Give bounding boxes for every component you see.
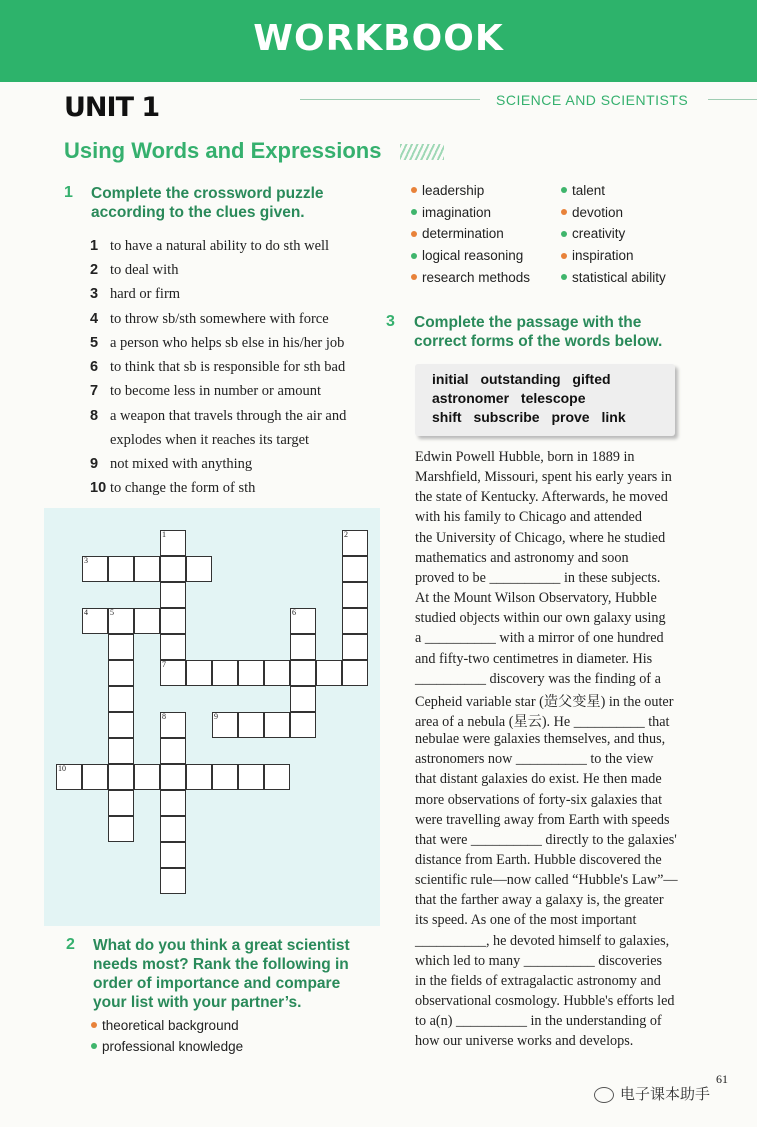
passage-line: and fifty-two centimetres in diameter. His xyxy=(415,650,653,667)
bullet-dot-icon xyxy=(411,209,417,215)
passage-line: proved to be __________ in these subjects. xyxy=(415,569,661,586)
q2-instruction-line: What do you think a great scientist xyxy=(93,937,350,954)
crossword-cell[interactable] xyxy=(108,660,134,686)
crossword-cell[interactable] xyxy=(342,660,368,686)
ranking-item xyxy=(411,226,504,241)
passage-line: the state of Kentucky. Afterwards, he moved xyxy=(415,489,668,506)
ranking-item-label: logical reasoning xyxy=(422,248,524,264)
q3-instruction-line: Complete the passage with the xyxy=(414,314,642,331)
bullet-dot-icon xyxy=(561,209,567,215)
clue-text: to become less in number or amount xyxy=(110,383,322,399)
crossword-cell[interactable] xyxy=(108,634,134,660)
passage-line: distance from Earth. Hubble discovered the xyxy=(415,852,662,868)
ranking-item xyxy=(411,270,530,285)
q2-instruction-line: order of importance and compare xyxy=(93,975,341,992)
crossword-cell[interactable] xyxy=(160,530,186,556)
crossword-cell-number: 8 xyxy=(162,712,166,721)
clue-number: 1 xyxy=(90,238,99,254)
unit-title: UNIT 1 xyxy=(64,92,160,123)
crossword-cell-number: 2 xyxy=(344,530,348,539)
clue-number: 4 xyxy=(90,311,99,327)
crossword-cell[interactable] xyxy=(134,556,160,582)
passage-line: Edwin Powell Hubble, born in 1889 in xyxy=(415,449,635,465)
crossword-cell[interactable] xyxy=(160,790,186,816)
crossword-cell[interactable] xyxy=(290,634,316,660)
q2-instruction-line: your list with your partner’s. xyxy=(93,994,302,1011)
bullet-dot-icon xyxy=(91,1043,97,1049)
section-hatch-decoration xyxy=(400,144,444,160)
q1-instruction xyxy=(91,184,324,222)
passage-line: that the farther away a galaxy is, the greater xyxy=(415,892,664,909)
crossword-cell[interactable] xyxy=(160,868,186,894)
clue-text: a weapon that travels through the air and xyxy=(110,408,347,424)
crossword-cell-number: 3 xyxy=(84,556,88,565)
ranking-item xyxy=(561,270,666,285)
crossword-cell[interactable] xyxy=(342,556,368,582)
ranking-item xyxy=(411,248,523,263)
clue-text: a person who helps sb else in his/her job xyxy=(110,335,345,351)
clue-number: 9 xyxy=(90,456,99,472)
ranking-item-label: imagination xyxy=(422,204,492,220)
crossword-cell-number: 7 xyxy=(162,660,166,669)
ranking-item xyxy=(91,1018,239,1033)
bullet-dot-icon xyxy=(411,274,417,280)
ranking-item xyxy=(411,183,484,198)
workbook-banner xyxy=(0,0,757,82)
clue-number: 3 xyxy=(90,286,99,302)
passage-line: to a(n) __________ in the understanding of xyxy=(415,1013,662,1030)
crossword-cell[interactable] xyxy=(108,712,134,738)
crossword-cell[interactable] xyxy=(238,712,264,738)
bullet-dot-icon xyxy=(561,187,567,193)
bullet-dot-icon xyxy=(411,187,417,193)
q2-instruction-line: needs most? Rank the following in xyxy=(93,956,349,973)
passage-line: __________, he devoted himself to galaxies, xyxy=(415,932,670,949)
clue-item xyxy=(90,383,321,400)
word-box-line: initial outstanding gifted xyxy=(432,371,611,387)
watermark xyxy=(594,1083,710,1104)
crossword-cell[interactable] xyxy=(186,764,212,790)
ranking-item-label: statistical ability xyxy=(572,269,666,285)
banner-title: WORKBOOK xyxy=(253,18,504,59)
bullet-dot-icon xyxy=(411,231,417,237)
crossword-cell[interactable] xyxy=(160,842,186,868)
ranking-item-label: theoretical background xyxy=(102,1018,239,1033)
clue-text: to have a natural ability to do sth well xyxy=(110,238,330,254)
crossword-cell[interactable] xyxy=(160,764,186,790)
crossword-cell[interactable] xyxy=(134,608,160,634)
crossword-cell[interactable] xyxy=(238,660,264,686)
passage-line: more observations of forty-six galaxies that xyxy=(415,791,663,808)
crossword-cell[interactable] xyxy=(160,608,186,634)
crossword-cell[interactable] xyxy=(108,816,134,842)
word-box-line: astronomer telescope xyxy=(432,390,586,406)
clue-item xyxy=(90,286,180,303)
crossword-cell[interactable] xyxy=(108,738,134,764)
crossword-cell[interactable] xyxy=(264,712,290,738)
crossword-cell[interactable] xyxy=(134,764,160,790)
crossword-cell[interactable] xyxy=(238,764,264,790)
passage-line: At the Mount Wilson Observatory, Hubble xyxy=(415,590,657,607)
clue-item xyxy=(90,359,345,376)
clue-number: 5 xyxy=(90,335,99,351)
crossword-cell[interactable] xyxy=(82,556,108,582)
ranking-item-label: devotion xyxy=(572,204,624,220)
ranking-item-label: professional knowledge xyxy=(102,1039,244,1054)
clue-number: 10 xyxy=(90,480,107,496)
q3-instruction-line: correct forms of the words below. xyxy=(414,333,663,350)
ranking-item xyxy=(561,183,605,198)
ranking-item xyxy=(411,205,491,220)
clue-item xyxy=(90,335,344,352)
passage-line: nebulae were galaxies themselves, and thus, xyxy=(415,731,666,748)
crossword-cell[interactable] xyxy=(108,556,134,582)
ranking-item-label: inspiration xyxy=(572,248,634,264)
ranking-item-label: research methods xyxy=(422,269,531,285)
crossword-cell[interactable] xyxy=(342,634,368,660)
passage-line: which led to many __________ discoveries xyxy=(415,952,663,969)
clue-text: to think that sb is responsible for sth bad xyxy=(110,359,346,375)
passage-line: astronomers now __________ to the view xyxy=(415,751,654,768)
clue-item xyxy=(90,480,255,497)
page-number: 61 xyxy=(716,1072,728,1086)
ranking-item xyxy=(91,1039,243,1054)
q2-instruction xyxy=(93,936,350,1012)
q1-instruction-line: Complete the crossword puzzle xyxy=(91,185,324,202)
passage-line: that were __________ directly to the galaxies' xyxy=(415,831,677,848)
crossword-cell[interactable] xyxy=(160,712,186,738)
crossword-cell-number: 1 xyxy=(162,530,166,539)
passage-line: studied objects within our own galaxy using xyxy=(415,610,666,627)
ranking-item-label: leadership xyxy=(422,183,485,198)
crossword-cell[interactable] xyxy=(186,660,212,686)
bullet-dot-icon xyxy=(561,274,567,280)
wechat-icon xyxy=(594,1087,614,1103)
unit-topic: SCIENCE AND SCIENTISTS xyxy=(496,92,689,108)
passage-line: its speed. As one of the most important xyxy=(415,912,637,929)
clue-text: hard or firm xyxy=(110,286,181,302)
topic-rule-left xyxy=(300,99,480,100)
clue-item xyxy=(90,408,346,425)
bullet-dot-icon xyxy=(411,253,417,259)
bullet-dot-icon xyxy=(561,231,567,237)
crossword-cell[interactable] xyxy=(212,712,238,738)
crossword-cell[interactable] xyxy=(82,764,108,790)
q3-number: 3 xyxy=(386,313,395,330)
clue-text: not mixed with anything xyxy=(110,456,253,472)
passage-line: scientific rule—now called “Hubble's Law”— xyxy=(415,872,678,889)
crossword-cell[interactable] xyxy=(290,608,316,634)
q3-instruction xyxy=(414,313,662,351)
clue-number: 6 xyxy=(90,359,99,375)
passage-line: Cepheid variable star (造父变星) in the outer xyxy=(415,693,674,710)
passage-line: that distant galaxies do exist. He then made xyxy=(415,771,662,788)
crossword-cell[interactable] xyxy=(342,582,368,608)
section-heading: Using Words and Expressions xyxy=(64,138,382,163)
crossword-cell-number: 5 xyxy=(110,608,114,617)
q1-instruction-line: according to the clues given. xyxy=(91,204,305,221)
crossword-cell[interactable] xyxy=(342,608,368,634)
passage-line: with his family to Chicago and attended xyxy=(415,509,642,526)
clue-text: to deal with xyxy=(110,262,179,278)
crossword-cell[interactable] xyxy=(108,608,134,634)
ranking-item-label: talent xyxy=(572,183,606,198)
crossword-cell[interactable] xyxy=(342,530,368,556)
crossword-cell[interactable] xyxy=(186,556,212,582)
crossword-cell[interactable] xyxy=(290,686,316,712)
passage-line: the University of Chicago, where he studied xyxy=(415,529,666,546)
clue-text: to throw sb/sth somewhere with force xyxy=(110,311,329,327)
q2-number: 2 xyxy=(66,936,75,953)
ranking-item-label: determination xyxy=(422,226,504,242)
passage-line: __________ discovery was the finding of a xyxy=(415,670,661,687)
clue-item xyxy=(90,262,178,279)
crossword-cell[interactable] xyxy=(316,660,342,686)
ranking-item xyxy=(561,248,634,263)
crossword-cell[interactable] xyxy=(160,556,186,582)
crossword-cell-number: 4 xyxy=(84,608,88,617)
crossword-cell[interactable] xyxy=(290,660,316,686)
q1-number: 1 xyxy=(64,184,73,201)
word-box-line: shift subscribe prove link xyxy=(432,409,626,425)
bullet-dot-icon xyxy=(561,253,567,259)
crossword-cell[interactable] xyxy=(108,686,134,712)
clue-item xyxy=(90,238,329,255)
crossword-cell[interactable] xyxy=(264,660,290,686)
crossword-cell[interactable] xyxy=(290,712,316,738)
clue-8-continuation: explodes when it reaches its target xyxy=(110,432,310,448)
crossword-cell[interactable] xyxy=(212,764,238,790)
clue-number: 7 xyxy=(90,383,99,399)
crossword-cell[interactable] xyxy=(160,634,186,660)
clue-item xyxy=(90,311,329,328)
crossword-cell[interactable] xyxy=(264,764,290,790)
crossword-cell[interactable] xyxy=(160,816,186,842)
crossword-cell[interactable] xyxy=(212,660,238,686)
passage-line: observational cosmology. Hubble's efforts led xyxy=(415,993,675,1010)
passage-line: a __________ with a mirror of one hundred xyxy=(415,630,664,647)
crossword-cell-number: 9 xyxy=(214,712,218,721)
bullet-dot-icon xyxy=(91,1022,97,1028)
clue-item xyxy=(90,456,252,473)
ranking-item xyxy=(561,226,625,241)
passage-line: mathematics and astronomy and soon xyxy=(415,549,629,566)
crossword-cell-number: 6 xyxy=(292,608,296,617)
crossword-cell[interactable] xyxy=(108,764,134,790)
crossword-cell[interactable] xyxy=(82,608,108,634)
passage-line: in the fields of extragalactic astronomy and xyxy=(415,972,661,989)
clue-text: to change the form of sth xyxy=(110,480,256,496)
topic-rule-right xyxy=(708,99,757,100)
crossword-cell[interactable] xyxy=(108,790,134,816)
clue-number: 2 xyxy=(90,262,99,278)
ranking-item-label: creativity xyxy=(572,226,626,242)
watermark-text: 电子课本助手 xyxy=(620,1086,711,1103)
crossword-cell[interactable] xyxy=(56,764,82,790)
ranking-item xyxy=(561,205,623,220)
passage-line: Marshfield, Missouri, spent his early years in xyxy=(415,469,672,486)
passage-line: how our universe works and develops. xyxy=(415,1033,634,1050)
crossword-cell-number: 10 xyxy=(58,764,66,773)
clue-number: 8 xyxy=(90,408,99,424)
crossword-cell[interactable] xyxy=(160,738,186,764)
passage-line: area of a nebula (星云). He __________ that xyxy=(415,713,670,730)
crossword-cell[interactable] xyxy=(160,582,186,608)
passage-line: were travelling away from Earth with speeds xyxy=(415,811,670,828)
crossword-cell[interactable] xyxy=(160,660,186,686)
